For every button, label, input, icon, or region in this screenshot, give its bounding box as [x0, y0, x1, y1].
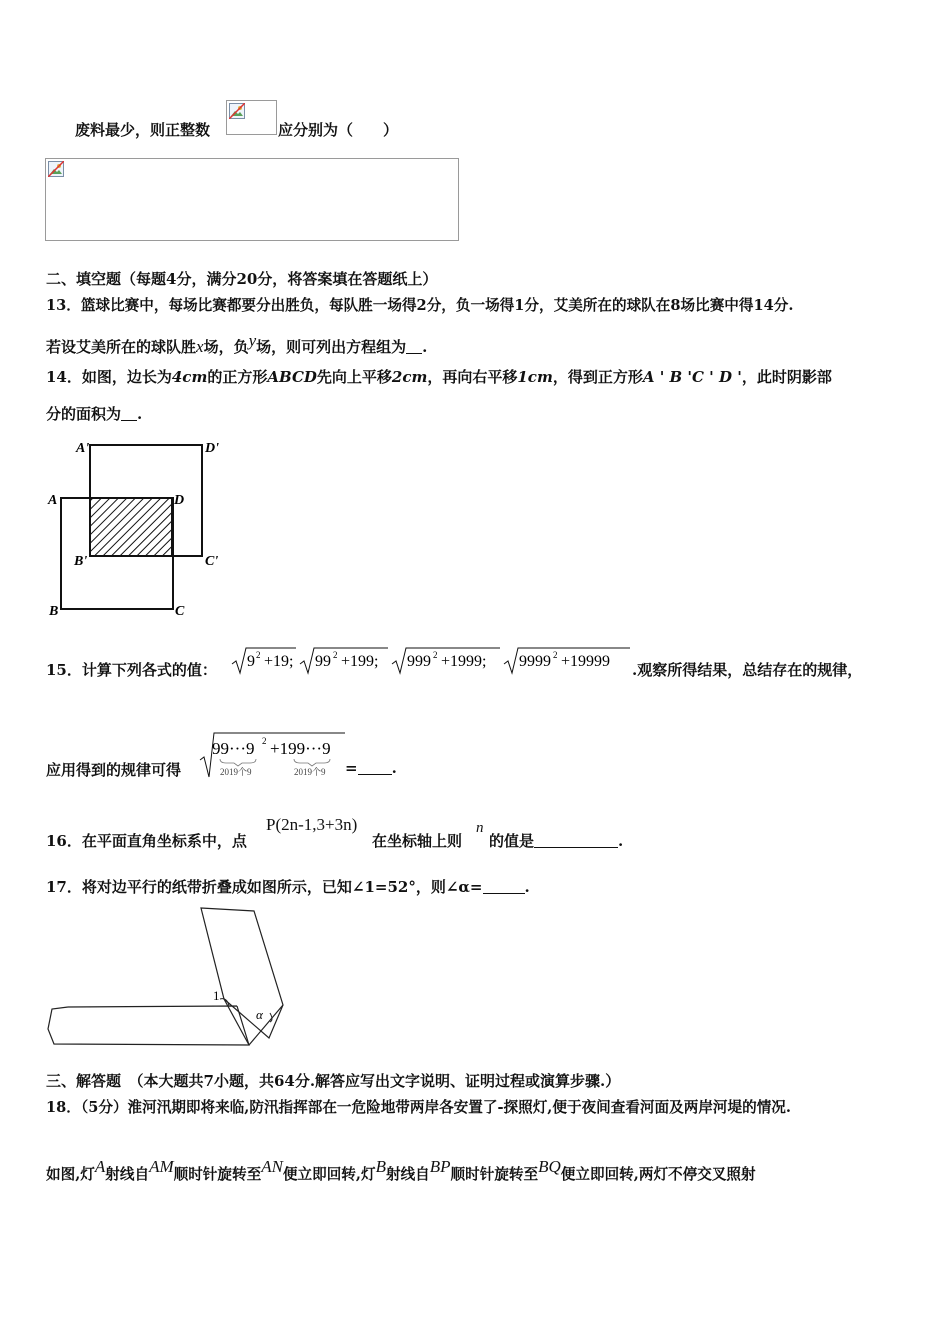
var-x: x — [196, 337, 204, 356]
label-c1: C' — [205, 554, 219, 569]
q14-var-4: 1cm — [517, 368, 553, 386]
expr1-tail: +19; — [264, 653, 294, 670]
label-a1: A' — [76, 441, 90, 456]
q14-text-7: 分的面积为 — [46, 405, 122, 423]
q14-var-5: A ' B 'C ' D ' — [642, 368, 742, 386]
q18-line2 — [46, 1157, 756, 1184]
q14-text-2: 的正方形 — [207, 368, 268, 386]
q16-post — [489, 830, 623, 851]
q15-expressions — [230, 645, 635, 677]
q12-line — [75, 119, 210, 140]
broken-image-icon — [229, 103, 245, 119]
label-c: C — [175, 604, 185, 618]
var-BQ: BQ — [538, 1157, 561, 1176]
q13-text-a: 若设艾美所在的球队胜 — [46, 338, 197, 356]
q15-intro: 15．计算下列各式的值： — [46, 661, 217, 679]
q16-point: P(2n-1,3+3n) — [266, 815, 358, 834]
q16-end: . — [618, 832, 624, 850]
q12-pre: 废料最少，则正整数 — [75, 121, 211, 139]
broken-image-inline — [226, 100, 277, 135]
label-a: A — [48, 493, 58, 508]
brace-label-1: 2019个9 — [220, 767, 252, 777]
answer-blank — [121, 406, 137, 421]
q13-line1: 13．篮球比赛中，每场比赛都要分出胜负，每队胜一场得2分，负一场得1分，艾美所在的球队在8场比赛中得14分. — [46, 297, 794, 314]
equals-sign: = — [345, 759, 358, 777]
q13-text-c: 场，则可列出方程组为 — [256, 338, 407, 356]
q18-text-a: 如图,灯 — [46, 1166, 95, 1183]
expr2-base: 99 — [315, 653, 331, 670]
expr2-tail: +199; — [341, 653, 379, 670]
q14-var-1: 4cm — [171, 368, 208, 386]
q17-line — [46, 876, 530, 897]
expr3-tail: +1999; — [441, 653, 487, 670]
expr4-tail: +19999 — [561, 653, 611, 670]
q15-general-expression — [198, 730, 348, 780]
q13-line2 — [46, 331, 427, 357]
folded-strip-upper — [199, 908, 281, 1038]
big-term-exp: 2 — [262, 736, 267, 746]
var-A: A — [94, 1157, 106, 1176]
q14-text-1: 14．如图，边长为 — [46, 368, 172, 386]
answer-blank — [358, 760, 392, 775]
q18-line1: 18．（5分）淮河汛期即将来临,防汛指挥部在一危险地带两岸各安置了-探照灯,便于夜间查看河面及两岸河堤的情况. — [46, 1099, 791, 1116]
q16-pre: 16．在平面直角坐标系中，点 — [46, 832, 247, 850]
expr2-exp: 2 — [333, 650, 338, 660]
q17-figure — [44, 902, 294, 1056]
label-b: B — [49, 604, 59, 618]
brace-label-2: 2019个9 — [294, 767, 326, 777]
expr3-base: 999 — [407, 653, 431, 670]
q14-text-4: ，再向右平移 — [427, 368, 518, 386]
expr1-exp: 2 — [256, 650, 261, 660]
big-term-a: 99···9 — [212, 739, 255, 758]
var-BP: BP — [429, 1157, 451, 1176]
q18-text-e: 射线自 — [385, 1166, 430, 1183]
var-B: B — [375, 1157, 386, 1176]
q12-post: 应分别为（ ） — [278, 121, 399, 139]
label-d1: D' — [205, 441, 219, 456]
expr4-exp: 2 — [553, 650, 558, 660]
q14-var-3: 2cm — [391, 368, 428, 386]
shaded-region — [90, 498, 172, 556]
answer-blank — [483, 879, 525, 894]
q14-var-2: ABCD — [267, 368, 317, 386]
answer-blank — [406, 339, 422, 354]
label-d: D — [174, 493, 185, 508]
q17-text: 17．将对边平行的纸带折叠成如图所示，已知∠1=52°，则∠α= — [46, 878, 483, 896]
expr1-base: 9 — [247, 653, 255, 670]
big-term-b: +199···9 — [270, 739, 331, 758]
q15-line2: 应用得到的规律可得 — [46, 761, 182, 779]
var-AN: AN — [261, 1157, 283, 1176]
q16-text-post: 的值是 — [489, 832, 535, 850]
label-b1: B' — [74, 554, 88, 569]
expr4-base: 9999 — [519, 653, 551, 670]
broken-image-icon — [48, 161, 64, 177]
broken-image-options — [45, 158, 459, 241]
q18-text-g: 便立即回转,两灯不停交叉照射 — [560, 1166, 756, 1183]
q14-figure — [44, 436, 224, 618]
q14-text-3: 先向上平移 — [316, 368, 392, 386]
angle-alpha-label: α — [256, 1007, 263, 1022]
q13-end: . — [422, 338, 428, 356]
q13-text-b: 场，负 — [203, 338, 249, 356]
var-AM: AM — [149, 1157, 174, 1176]
upper-strip — [201, 908, 283, 1038]
answer-blank — [534, 833, 618, 848]
section3-heading: 三、解答题 （本大题共7小题，共64分.解答应写出文字说明、证明过程或演算步骤.） — [46, 1072, 621, 1090]
section2-heading: 二、填空题（每题4分，满分20分，将答案填在答题纸上） — [46, 270, 438, 288]
q14-text-6: ，此时阴影部 — [741, 368, 832, 386]
q15-eq: = . — [345, 759, 397, 777]
q16-mid: 在坐标轴上则 — [372, 832, 463, 850]
var-y: y — [248, 331, 257, 350]
q18-text-c: 顺时针旋转至 — [173, 1166, 262, 1183]
angle-1-label: 1 — [213, 988, 220, 1003]
q14-text-5: ，得到正方形 — [552, 368, 643, 386]
q14-line1 — [46, 366, 832, 387]
q18-text-b: 射线自 — [105, 1166, 150, 1183]
lower-strip — [48, 1006, 249, 1045]
q18-text-d: 便立即回转,灯 — [282, 1166, 376, 1183]
q17-end: . — [524, 878, 530, 896]
q18-text-f: 顺时针旋转至 — [450, 1166, 539, 1183]
expr3-exp: 2 — [433, 650, 438, 660]
q14-line2 — [46, 403, 142, 424]
q16-var-n: n — [476, 820, 484, 836]
q15-after: .观察所得结果，总结存在的规律， — [632, 661, 863, 679]
q14-end: . — [137, 405, 143, 423]
